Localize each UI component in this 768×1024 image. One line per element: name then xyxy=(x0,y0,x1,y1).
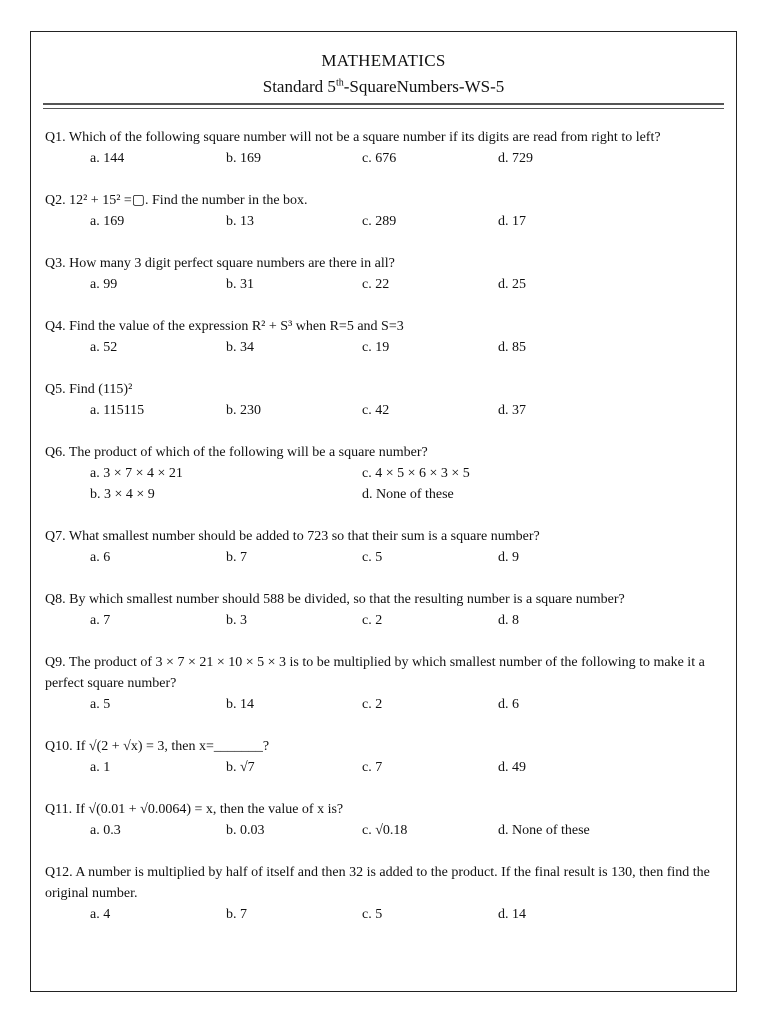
answer-option: d. 25 xyxy=(498,277,526,292)
answer-option: a. 0.3 xyxy=(90,823,121,838)
answer-option: a. 6 xyxy=(90,550,111,565)
answer-option: d. 85 xyxy=(498,340,526,355)
question-text: Q11. If √(0.01 + √0.0064) = x, then the value of x is? xyxy=(45,802,344,817)
question-9 xyxy=(45,652,722,715)
answer-option: b. 3 × 4 × 9 xyxy=(90,487,155,502)
answer-options xyxy=(45,463,722,505)
question-text: Q6. The product of which of the following will be a square number? xyxy=(45,445,428,460)
question-text: Q2. 12² + 15² =▢. Find the number in the box. xyxy=(45,193,308,208)
answer-option: a. 52 xyxy=(90,340,118,355)
answer-option: a. 99 xyxy=(90,277,118,292)
answer-options xyxy=(45,694,722,715)
answer-options xyxy=(45,610,722,631)
answer-option: d. 729 xyxy=(498,151,533,166)
answer-option: a. 4 xyxy=(90,907,111,922)
answer-options xyxy=(45,337,722,358)
question-text: Q3. How many 3 digit perfect square numbers are there in all? xyxy=(45,256,395,271)
question-list xyxy=(45,127,722,946)
question-3 xyxy=(45,253,722,295)
question-4 xyxy=(45,316,722,358)
answer-option: d. 14 xyxy=(498,907,526,922)
question-text: Q7. What smallest number should be added to 723 so that their sum is a square number? xyxy=(45,529,540,544)
question-8 xyxy=(45,589,722,631)
answer-option: d. 17 xyxy=(498,214,526,229)
answer-option: c. 676 xyxy=(362,151,397,166)
answer-option: c. 2 xyxy=(362,613,383,628)
answer-option: d. 49 xyxy=(498,760,526,775)
answer-option: d. None of these xyxy=(362,487,454,502)
answer-option: c. 7 xyxy=(362,760,383,775)
answer-option: b. 7 xyxy=(226,907,247,922)
answer-option: c. 289 xyxy=(362,214,397,229)
answer-option: c. 2 xyxy=(362,697,383,712)
worksheet-header xyxy=(31,32,736,100)
answer-options xyxy=(45,274,722,295)
answer-options xyxy=(45,820,722,841)
question-text: Q9. The product of 3 × 7 × 21 × 10 × 5 × 3 is to be multiplied by which smallest number of the following to make it a perfect square number? xyxy=(45,655,705,691)
answer-option: c. 19 xyxy=(362,340,390,355)
answer-option: b. 0.03 xyxy=(226,823,265,838)
header-divider xyxy=(43,103,724,109)
answer-options xyxy=(45,211,722,232)
question-text: Q5. Find (115)² xyxy=(45,382,133,397)
answer-options xyxy=(45,904,722,925)
answer-option: b. 3 xyxy=(226,613,247,628)
answer-option: a. 115115 xyxy=(90,403,145,418)
answer-option: b. 7 xyxy=(226,550,247,565)
answer-option: c. 42 xyxy=(362,403,390,418)
answer-option: a. 144 xyxy=(90,151,125,166)
answer-option: b. 169 xyxy=(226,151,261,166)
answer-options xyxy=(45,400,722,421)
answer-option: b. 34 xyxy=(226,340,254,355)
question-6 xyxy=(45,442,722,505)
worksheet-title: MATHEMATICS xyxy=(321,51,446,70)
answer-option: c. 5 xyxy=(362,550,383,565)
answer-option: d. 37 xyxy=(498,403,526,418)
answer-option: a. 1 xyxy=(90,760,111,775)
question-5 xyxy=(45,379,722,421)
answer-option: c. 4 × 5 × 6 × 3 × 5 xyxy=(362,466,470,481)
answer-option: b. 31 xyxy=(226,277,254,292)
answer-option: b. 13 xyxy=(226,214,254,229)
question-text: Q12. A number is multiplied by half of itself and then 32 is added to the product. If the final result is 130, then find the original number. xyxy=(45,865,710,901)
question-text: Q4. Find the value of the expression R² + S³ when R=5 and S=3 xyxy=(45,319,404,334)
answer-option: b. √7 xyxy=(226,760,255,775)
answer-option: b. 230 xyxy=(226,403,261,418)
answer-option: b. 14 xyxy=(226,697,254,712)
worksheet-frame xyxy=(30,31,737,992)
question-7 xyxy=(45,526,722,568)
question-12 xyxy=(45,862,722,925)
answer-option: a. 7 xyxy=(90,613,111,628)
answer-option: c. √0.18 xyxy=(362,823,408,838)
question-1 xyxy=(45,127,722,169)
answer-options xyxy=(45,757,722,778)
answer-option: a. 3 × 7 × 4 × 21 xyxy=(90,466,183,481)
answer-option: d. 8 xyxy=(498,613,519,628)
question-11 xyxy=(45,799,722,841)
question-2 xyxy=(45,190,722,232)
answer-option: a. 5 xyxy=(90,697,111,712)
answer-option: c. 5 xyxy=(362,907,383,922)
answer-option: d. None of these xyxy=(498,823,590,838)
answer-options xyxy=(45,148,722,169)
answer-option: d. 6 xyxy=(498,697,519,712)
worksheet-subtitle: Standard 5th-SquareNumbers-WS-5 xyxy=(262,77,505,96)
answer-option: c. 22 xyxy=(362,277,390,292)
question-text: Q1. Which of the following square number will not be a square number if its digits are read from right to left? xyxy=(45,130,661,145)
answer-options xyxy=(45,547,722,568)
answer-option: a. 169 xyxy=(90,214,125,229)
question-10 xyxy=(45,736,722,778)
answer-option: d. 9 xyxy=(498,550,519,565)
question-text: Q8. By which smallest number should 588 be divided, so that the resulting number is a square number? xyxy=(45,592,625,607)
question-text: Q10. If √(2 + √x) = 3, then x=_______? xyxy=(45,739,270,754)
